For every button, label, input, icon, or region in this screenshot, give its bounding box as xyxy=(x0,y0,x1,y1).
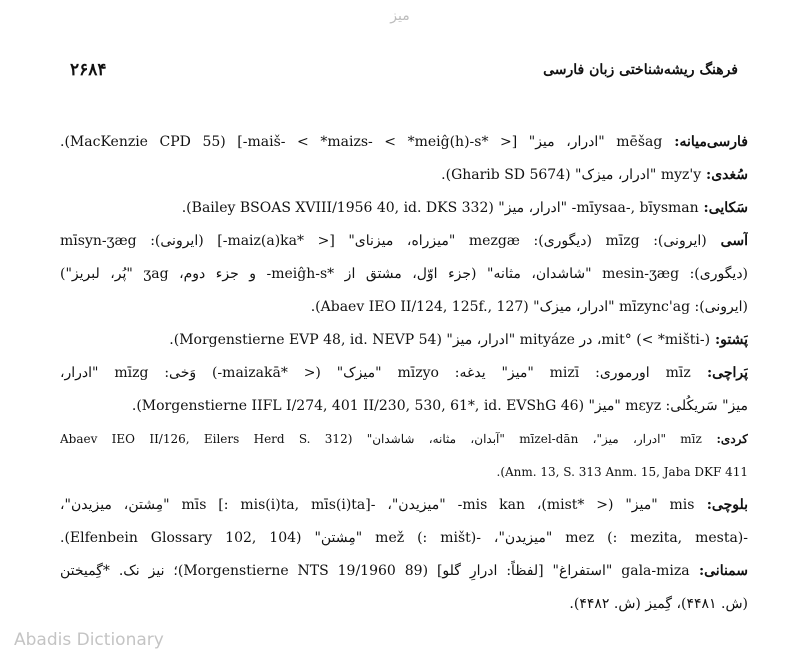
entry-line-sogdian xyxy=(60,159,748,192)
entry-text: mīysaa-, bīysman- "ادرار، میز" (Bailey BSOAS XVIII/1956 40, id. DKS 332). xyxy=(181,200,699,216)
language-label: سُغدی: xyxy=(701,167,748,183)
language-label: آسی xyxy=(706,233,748,249)
book-title: فرهنگ ریشه‌شناختی زبان فارسی xyxy=(543,62,738,78)
entry-line-ossetic xyxy=(60,225,748,258)
language-label: سمنانی: xyxy=(689,563,748,579)
language-label: کردی: xyxy=(701,432,748,446)
entry-text: (ش. ۴۴۸۱)، گِمیز (ش. ۴۴۸۲). xyxy=(569,596,748,612)
page-number: ۲۶۸۴ xyxy=(70,60,107,80)
language-label: بلوچی: xyxy=(694,497,748,513)
page-top-word: میز xyxy=(390,8,410,24)
entry-line-ossetic-2 xyxy=(60,258,748,291)
entry-text: mēšag "ادرار، میز" [< *maiš- < *maizs- < *meiĝ(h)-s-] (MacKenzie CPD 55). xyxy=(60,134,663,150)
entry-line-balochi-2 xyxy=(60,522,748,555)
entry-text: (دیگوری): mesin-ʒæg "شاشدان، مثانه" (جزء اوّل، مشتق از *meiĝh-s- و جزء دوم، ʒag "پُر، لبریز") xyxy=(60,266,748,282)
page-header xyxy=(62,60,738,84)
entry-line-kurdish xyxy=(60,423,748,456)
entry-line-kurdish-2 xyxy=(60,456,748,489)
entry-line-semnani-2 xyxy=(60,588,748,621)
entry-text: mis "میز" (< *mist)، mis kan- "میزیدن"، -mīs [: mis(i)ta, mīs(i)ta] "مِشتن، میزیدن"، xyxy=(60,497,695,513)
entry-line-parachi xyxy=(60,357,748,390)
entry-text: mīz اورموری: mizī "میز" یدغه: mīzyo "میزک" (< *maizakā-) وَخی: mīzg "ادرار، xyxy=(60,365,691,381)
entry-line-ossetic-3 xyxy=(60,291,748,324)
entry-text: -mez (: mezita, mesta) "میزیدن"، -mež (: mišt) "مِشتن" (Elfenbein Glossary 102, 104). xyxy=(60,530,748,546)
entry-text: میز" سَریکُلی: mεyz "میز" (Morgenstierne IIFL I/274, 401 II/230, 530, 61*, id. EVShG 46). xyxy=(131,398,748,414)
entry-line-saka xyxy=(60,192,748,225)
entry-line-parachi-2 xyxy=(60,390,748,423)
entry-line-middle-persian xyxy=(60,126,748,159)
language-label: فارسی‌میانه: xyxy=(662,134,748,150)
entry-line-semnani xyxy=(60,555,748,588)
etymology-entries xyxy=(60,126,748,621)
language-label: پَراچی: xyxy=(690,365,748,381)
entry-line-pashto xyxy=(60,324,748,357)
entry-text: gala-miza "استفراغ" [لفظاً: ادرارِ گلو] (Morgenstierne NTS 19/1960 89)؛ نیز نک. *گِمیختن xyxy=(60,563,690,579)
entry-text: (ایرونی): mīzg (دیگوری): mezgæ "میزراه، میزنای" [< *maiz(a)ka-] (ایرونی): mīsyn-ʒæg xyxy=(60,233,707,249)
language-label: پَشتو: xyxy=(710,332,748,348)
watermark: Abadis Dictionary xyxy=(14,630,164,650)
entry-line-balochi xyxy=(60,489,748,522)
entry-text: (ایرونی): mīzync'ag "ادرار، میزک" (Abaev IEO II/124, 125f., 127). xyxy=(310,299,748,315)
entry-text: myz'y "ادرار، میزک" (Gharib SD 5674). xyxy=(441,167,702,183)
entry-text: mīz "ادرار، میز"، mīzel-dān "آبدان، مثانه، شاشدان" (Abaev IEO II/126, Eilers Herd S. 312 xyxy=(60,432,702,446)
entry-text: Anm. 13, S. 313 Anm. 15, Jaba DKF 411). xyxy=(496,465,748,479)
entry-text: mit° (< *mišti-)، در mityáze "ادرار، میز" (Morgenstierne EVP 48, id. NEVP 54). xyxy=(169,332,711,348)
language-label: سَکایی: xyxy=(698,200,748,216)
